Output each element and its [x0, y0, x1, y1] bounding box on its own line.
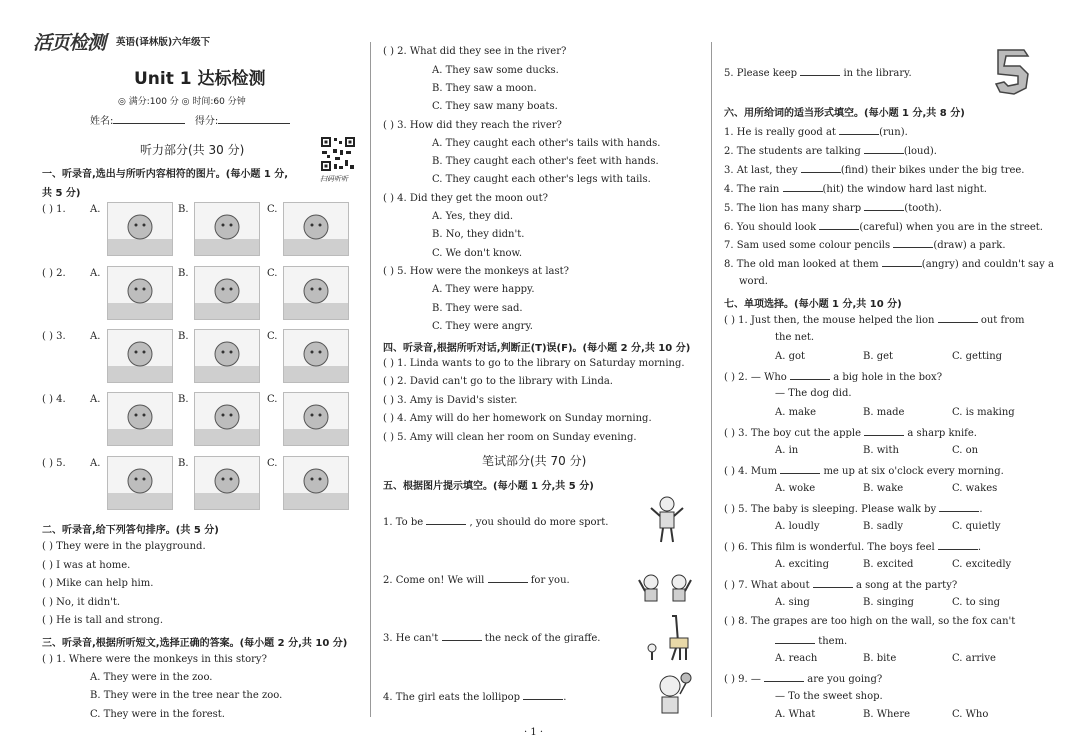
s3-q1-opt-c: C. They were in the forest.	[90, 709, 225, 720]
s1-option-letter: A.	[90, 458, 101, 469]
s6-item	[724, 144, 937, 157]
answer-paren[interactable]: ( )	[42, 394, 53, 405]
s7-q4-opt-c[interactable]: C. wakes	[952, 483, 998, 494]
s7-blank-2[interactable]	[790, 370, 830, 380]
s7-q2-opt-a[interactable]: A. make	[775, 407, 817, 418]
lion-in-grass-picture[interactable]	[107, 202, 173, 256]
s6-item-post: (run).	[879, 127, 908, 138]
s7-blank-7[interactable]	[813, 578, 853, 588]
s3-q2-opt-a: A. They saw some ducks.	[432, 65, 559, 76]
section2-title: 二、听录音,给下列答句排序。(共 5 分)	[42, 525, 219, 536]
s4-item-text: 2. David can't go to the library with Linda.	[397, 376, 613, 388]
answer-paren[interactable]: ( )	[42, 204, 53, 215]
s7-q6: ( ) 6. This film is wonderful. The boys feel .	[724, 542, 982, 553]
s5-blank-4[interactable]	[523, 690, 563, 700]
s2-item-text: No, it didn't.	[56, 596, 121, 608]
s7-q7-opt-c[interactable]: C. to sing	[952, 597, 1001, 608]
animals-in-field-picture[interactable]	[194, 456, 260, 510]
s3-q3-opt-c: C. They caught each other's legs with tails.	[432, 174, 651, 185]
s4-item-text: 4. Amy will do her homework on Sunday morning.	[397, 413, 652, 425]
s1-question-number	[42, 458, 66, 469]
s2-item	[42, 597, 120, 608]
s3-q1-opt-a: A. They were in the zoo.	[90, 672, 213, 683]
s2-item-text: Mike can help him.	[56, 578, 154, 590]
s6-item-pre: 5. The lion has many sharp	[724, 202, 862, 214]
s7-q7-opt-a[interactable]: A. sing	[775, 597, 810, 608]
s6-item-post: (hit) the window hard last night.	[822, 183, 987, 195]
s6-item-pre: 8. The old man looked at them	[724, 259, 879, 271]
s7-q4-opt-a[interactable]: A. woke	[775, 483, 816, 494]
s3-q2: ( ) 2. What did they see in the river?	[383, 46, 567, 57]
s7-q3-opt-a[interactable]: A. in	[775, 445, 799, 456]
s7-q5-opt-a[interactable]: A. loudly	[775, 521, 820, 532]
s1-option-letter: B.	[178, 458, 189, 469]
question-num: 1.	[56, 204, 66, 215]
s3-q4: ( ) 4. Did they get the moon out?	[383, 193, 548, 204]
s6-item-pre: 1. He is really good at	[724, 127, 836, 138]
s6-item-pre: 4. The rain	[724, 183, 780, 195]
section4-title: 四、听录音,根据所听对话,判断正(T)误(F)。(每小题 2 分,共 10 分)	[383, 343, 691, 354]
s1-question-number	[42, 268, 66, 279]
s7-blank-1[interactable]	[938, 313, 978, 323]
s7-q8-opt-b[interactable]: B. bite	[863, 653, 897, 664]
s6-blank[interactable]	[839, 125, 879, 135]
s7-q5: ( ) 5. The baby is sleeping. Please walk by .	[724, 504, 983, 515]
giraffe-picture	[644, 612, 694, 662]
s5-item-1: 1. To be , you should do more sport.	[383, 517, 609, 528]
s7-q1: ( ) 1. Just then, the mouse helped the lion out from	[724, 315, 1025, 326]
s7-q2: ( ) 2. — Who a big hole in the box?	[724, 372, 943, 383]
s2-item-text: He is tall and strong.	[56, 615, 164, 627]
s6-item	[724, 163, 1024, 176]
column-divider-left	[370, 42, 371, 717]
boy-on-sofa-picture[interactable]	[283, 329, 349, 383]
s1-option-letter: C.	[267, 268, 278, 279]
lion-roaring-picture[interactable]	[107, 266, 173, 320]
s1-option-letter: C.	[267, 458, 278, 469]
s6-item-pre: 2. The students are talking	[724, 145, 861, 157]
s4-item	[383, 432, 637, 443]
question-num: 3.	[56, 331, 66, 342]
s1-question-number	[42, 204, 66, 215]
name-label-text: 姓名:	[90, 116, 114, 127]
s7-q5-opt-b[interactable]: B. sadly	[863, 521, 904, 532]
building-picture[interactable]	[107, 392, 173, 446]
name-field[interactable]	[113, 114, 185, 124]
s7-q8-cont: them.	[775, 634, 847, 647]
s6-item	[724, 201, 942, 214]
answer-paren[interactable]: ( )	[383, 431, 394, 443]
s7-q7: ( ) 7. What about a song at the party?	[724, 580, 958, 591]
s6-blank[interactable]	[864, 144, 904, 154]
s4-item-text: 1. Linda wants to go to the library on Saturday morning.	[397, 358, 685, 369]
qr-caption: 扫码听听	[320, 175, 348, 183]
s6-blank[interactable]	[864, 201, 904, 211]
s7-q7-opt-b[interactable]: B. singing	[863, 597, 914, 608]
s6-item-post: (draw) a park.	[933, 240, 1006, 252]
section5-title: 五、根据图片提示填空。(每小题 1 分,共 5 分)	[383, 481, 594, 492]
s6-blank[interactable]	[801, 163, 841, 173]
lion-standing-picture[interactable]	[283, 266, 349, 320]
answer-paren[interactable]: ( )	[383, 413, 394, 425]
s7-q4: ( ) 4. Mum me up at six o'clock every morning.	[724, 466, 1004, 477]
s7-q8-opt-a[interactable]: A. reach	[775, 653, 818, 664]
forest-picture[interactable]	[107, 456, 173, 510]
s2-item	[42, 560, 130, 571]
section6-title: 六、用所给词的适当形式填空。(每小题 1 分,共 8 分)	[724, 108, 965, 119]
s6-blank[interactable]	[783, 182, 823, 192]
subject-label: 英语(译林版)六年级下	[116, 37, 211, 48]
s6-item	[724, 182, 987, 195]
s7-blank-6[interactable]	[938, 540, 978, 550]
s3-q4-opt-c: C. We don't know.	[432, 248, 523, 259]
s6-item-post: (find) their bikes under the big tree.	[840, 164, 1025, 176]
s6-item	[724, 125, 908, 138]
section3-title: 三、听录音,根据所听短文,选择正确的答案。(每小题 2 分,共 10 分)	[42, 638, 348, 649]
s5-item-5: 5. Please keep in the library.	[724, 68, 912, 79]
cheering-kids-picture	[636, 572, 694, 608]
s7-q6-opt-a[interactable]: A. exciting	[775, 559, 829, 570]
answer-paren[interactable]: ( )	[42, 331, 53, 342]
s6-item-pre: 3. At last, they	[724, 164, 798, 176]
s5-item-2: 2. Come on! We will for you.	[383, 575, 570, 586]
s4-item	[383, 395, 517, 406]
s6-item8-cont: word.	[739, 276, 768, 287]
s2-item-text: They were in the playground.	[56, 541, 206, 552]
unit-5-emblem	[990, 46, 1036, 96]
s1-option-letter: B.	[178, 394, 189, 405]
s7-q2-cont: — The dog did.	[775, 388, 852, 399]
s6-blank[interactable]	[882, 257, 922, 267]
s1-option-letter: C.	[267, 394, 278, 405]
s5-blank-5[interactable]	[800, 66, 840, 76]
s7-q9-opt-a[interactable]: A. What	[775, 709, 816, 720]
s3-q1-opt-b: B. They were in the tree near the zoo.	[90, 690, 283, 701]
s2-item	[42, 541, 206, 552]
s7-q6-opt-b[interactable]: B. excited	[863, 559, 914, 570]
s3-q2-opt-b: B. They saw a moon.	[432, 83, 537, 94]
s1-option-letter: B.	[178, 268, 189, 279]
s6-item	[724, 257, 1054, 270]
answer-paren[interactable]: ( )	[42, 596, 53, 608]
s7-q3-opt-b[interactable]: B. with	[863, 445, 899, 456]
s2-item	[42, 578, 153, 589]
s1-question-number	[42, 331, 66, 342]
s1-option-letter: A.	[90, 394, 101, 405]
answer-paren[interactable]: ( )	[42, 541, 53, 552]
s7-blank-3[interactable]	[864, 426, 904, 436]
s7-q1-opt-a[interactable]: A. got	[775, 351, 806, 362]
answer-paren[interactable]: ( )	[383, 394, 394, 406]
s7-q1-cont: the net.	[775, 332, 815, 343]
s5-blank-3[interactable]	[442, 631, 482, 641]
s7-blank-8[interactable]	[775, 634, 815, 644]
listening-title: 听力部分(共 30 分)	[140, 143, 245, 157]
s3-q1: ( ) 1. Where were the monkeys in this story?	[42, 654, 267, 665]
s3-q4-opt-a: A. Yes, they did.	[432, 211, 514, 222]
s7-q1-opt-b[interactable]: B. get	[863, 351, 894, 362]
s6-item	[724, 238, 1006, 251]
s7-q6-opt-c[interactable]: C. excitedly	[952, 559, 1012, 570]
s3-q5-opt-b: B. They were sad.	[432, 303, 523, 314]
answer-paren[interactable]: ( )	[383, 358, 394, 369]
page-title: Unit 1 达标检测	[134, 69, 266, 89]
s7-q1-opt-c[interactable]: C. getting	[952, 351, 1003, 362]
s7-blank-5[interactable]	[939, 502, 979, 512]
s7-q9-cont: — To the sweet shop.	[775, 691, 883, 702]
lion-scene-picture[interactable]	[283, 456, 349, 510]
s1-option-letter: A.	[90, 331, 101, 342]
mouse-picture[interactable]	[194, 266, 260, 320]
s7-blank-4[interactable]	[780, 464, 820, 474]
s5-blank-2[interactable]	[488, 573, 528, 583]
s1-option-letter: C.	[267, 204, 278, 215]
s3-q5-opt-a: A. They were happy.	[432, 284, 535, 295]
s4-item-text: 5. Amy will clean her room on Sunday evening.	[397, 431, 637, 443]
s7-q2-opt-b[interactable]: B. made	[863, 407, 905, 418]
girl-lollipop-picture	[652, 670, 694, 718]
s7-q9-opt-c[interactable]: C. Who	[952, 709, 989, 720]
s7-q9: ( ) 9. — are you going?	[724, 674, 883, 685]
s3-q5: ( ) 5. How were the monkeys at last?	[383, 266, 569, 277]
s7-q2-opt-c[interactable]: C. is making	[952, 407, 1015, 418]
lion-with-mouse-picture[interactable]	[283, 202, 349, 256]
s7-q5-opt-c[interactable]: C. quietly	[952, 521, 1001, 532]
answer-paren[interactable]: ( )	[42, 268, 53, 279]
s2-item	[42, 615, 163, 626]
section1-title-cont: 共 5 分)	[42, 188, 81, 199]
s3-q3: ( ) 3. How did they reach the river?	[383, 120, 562, 131]
s7-q8: ( ) 8. The grapes are too high on the wall, so the fox can't	[724, 616, 1016, 627]
answer-paren[interactable]: ( )	[42, 615, 53, 627]
s7-blank-9[interactable]	[764, 672, 804, 682]
answer-paren[interactable]: ( )	[42, 458, 53, 469]
answer-paren[interactable]: ( )	[42, 578, 53, 590]
s5-item-3: 3. He can't the neck of the giraffe.	[383, 633, 601, 644]
s1-option-letter: B.	[178, 204, 189, 215]
s1-option-letter: C.	[267, 331, 278, 342]
column-divider-right	[711, 42, 712, 717]
writing-title: 笔试部分(共 70 分)	[482, 454, 587, 468]
lion-running-picture[interactable]	[194, 202, 260, 256]
s3-q3-opt-b: B. They caught each other's feet with hands.	[432, 156, 659, 167]
s7-q9-opt-b[interactable]: B. Where	[863, 709, 911, 720]
s6-item-post: (loud).	[903, 145, 937, 157]
s3-q4-opt-b: B. No, they didn't.	[432, 229, 525, 240]
s1-option-letter: A.	[90, 204, 101, 215]
s3-q5-opt-c: C. They were angry.	[432, 321, 533, 332]
s6-item-pre: 7. Sam used some colour pencils	[724, 240, 891, 252]
s5-blank-1[interactable]	[426, 515, 466, 525]
s6-item-pre: 6. You should look	[724, 221, 817, 233]
answer-paren[interactable]: ( )	[42, 559, 53, 571]
s4-item	[383, 358, 685, 369]
s6-item-post: (careful) when you are in the street.	[859, 221, 1043, 233]
s2-item-text: I was at home.	[56, 559, 131, 571]
s7-q8-opt-c[interactable]: C. arrive	[952, 653, 996, 664]
shelves-picture[interactable]	[283, 392, 349, 446]
score-label-text: 得分:	[194, 116, 219, 127]
s3-q2-opt-c: C. They saw many boats.	[432, 101, 558, 112]
s1-option-letter: B.	[178, 331, 189, 342]
name-label	[90, 112, 290, 127]
s6-item	[724, 220, 1043, 233]
s7-q3-opt-c[interactable]: C. on	[952, 445, 979, 456]
s1-question-number	[42, 394, 66, 405]
s3-q3-opt-a: A. They caught each other's tails with hands.	[432, 138, 661, 149]
girl-walking-picture[interactable]	[194, 329, 260, 383]
score-line: ◎ 满分:100 分 ◎ 时间:60 分钟	[118, 97, 246, 107]
qr-code	[320, 136, 356, 172]
s7-q4-opt-b[interactable]: B. wake	[863, 483, 904, 494]
s4-item	[383, 376, 613, 387]
score-field[interactable]	[218, 114, 290, 124]
s1-option-letter: A.	[90, 268, 101, 279]
question-num: 2.	[56, 268, 66, 279]
section7-title: 七、单项选择。(每小题 1 分,共 10 分)	[724, 299, 902, 310]
page-number: · 1 ·	[524, 727, 544, 738]
answer-paren[interactable]: ( )	[383, 376, 394, 388]
s7-q3: ( ) 3. The boy cut the apple a sharp knife.	[724, 428, 977, 439]
s6-blank[interactable]	[893, 238, 933, 248]
question-num: 5.	[56, 458, 66, 469]
s4-item-text: 3. Amy is David's sister.	[397, 394, 518, 406]
s6-item-post: (angry) and couldn't say a	[921, 259, 1054, 271]
girl-portrait-picture[interactable]	[107, 329, 173, 383]
s6-blank[interactable]	[819, 220, 859, 230]
s5-item-4: 4. The girl eats the lollipop .	[383, 692, 567, 703]
s4-item	[383, 413, 652, 424]
brand-logo: 活页检测	[33, 32, 106, 54]
question-num: 4.	[56, 394, 66, 405]
strong-boy-picture	[648, 494, 686, 546]
section1-title: 一、听录音,选出与所听内容相符的图片。(每小题 1 分,	[42, 169, 289, 180]
shop-street-picture[interactable]	[194, 392, 260, 446]
s6-item-post: (tooth).	[904, 202, 942, 214]
